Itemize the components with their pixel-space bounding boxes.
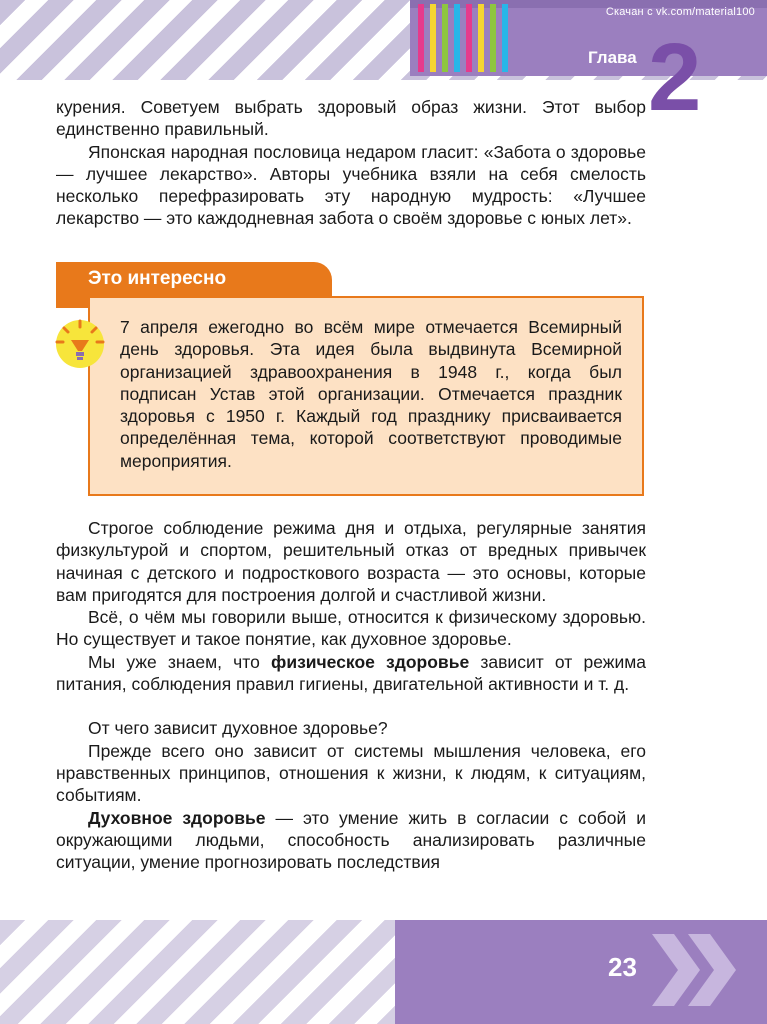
intro-text xyxy=(56,96,646,230)
color-stripes-decoration xyxy=(418,4,508,72)
body-p2: Всё, о чём мы говорили выше, относится к физическому здоровью. Но существует и такое понятие, как духовное здоровье. xyxy=(56,607,646,650)
term-physical-health: физическое здоровье xyxy=(271,651,470,672)
chapter-number: 2 xyxy=(648,24,702,131)
body-p3-post: зависит от режима питания, соблюдения правил гигиены, двигательной активности и т. д. xyxy=(56,651,646,695)
term-spiritual-health: Духовное здоровье xyxy=(88,807,266,828)
chapter-label: Глава xyxy=(588,48,637,67)
body-p6-post: — это умение жить в согласии с собой и окружающими людьми, способность анализировать различные ситуации, умение прогнозировать последствия xyxy=(56,807,646,873)
body-question: От чего зависит духовное здоровье? xyxy=(88,718,388,739)
interest-title: Это интересно xyxy=(88,268,227,289)
body-p3 xyxy=(56,651,646,696)
watermark: Скачан с vk.com/material100 xyxy=(605,6,755,18)
body-text xyxy=(56,517,646,873)
intro-proverb: Японская народная пословица недаром гласит: «Забота о здоровье — лучшее лекарство». Авторы учебника взяли на себя смелость несколько перефразировать эту народную мудрость: «Лучшее лекарство — это каждодневная забота о своём здоровье с юных лет». xyxy=(56,141,646,229)
body-p6 xyxy=(56,807,646,874)
chevron-right-icon xyxy=(648,930,743,1010)
page-number: 23 xyxy=(608,952,637,982)
body-p1: Строгое соблюдение режима дня и отдыха, регулярные занятия физкультурой и спортом, решительный отказ от вредных привычек начиная с детского и подросткового возраста — это основы, которые вам пригодятся для построения долгой и счастливой жизни. xyxy=(56,518,646,605)
body-p3-pre: Мы уже знаем, что xyxy=(88,651,271,672)
intro-line1: курения. Советуем выбрать здоровый образ жизни. Этот выбор единственно правильный. xyxy=(56,97,646,140)
body-p5: Прежде всего оно зависит от системы мышления человека, его нравственных принципов, отношения к жизни, к людям, к ситуациям, событиям. xyxy=(56,740,646,806)
interest-text: 7 апреля ежегодно во всём мире отмечается Всемирный день здоровья. Эта идея была выдвинута Всемирной организацией здравоохранения в 1948 г., когда был подписан Устав этой организации. Отмечается праздник здоровья с 1950 г. Каждый год празднику присваивается определённая тема, которой соответствуют проводимые мероприятия. xyxy=(120,317,622,471)
lightbulb-icon xyxy=(54,318,106,370)
